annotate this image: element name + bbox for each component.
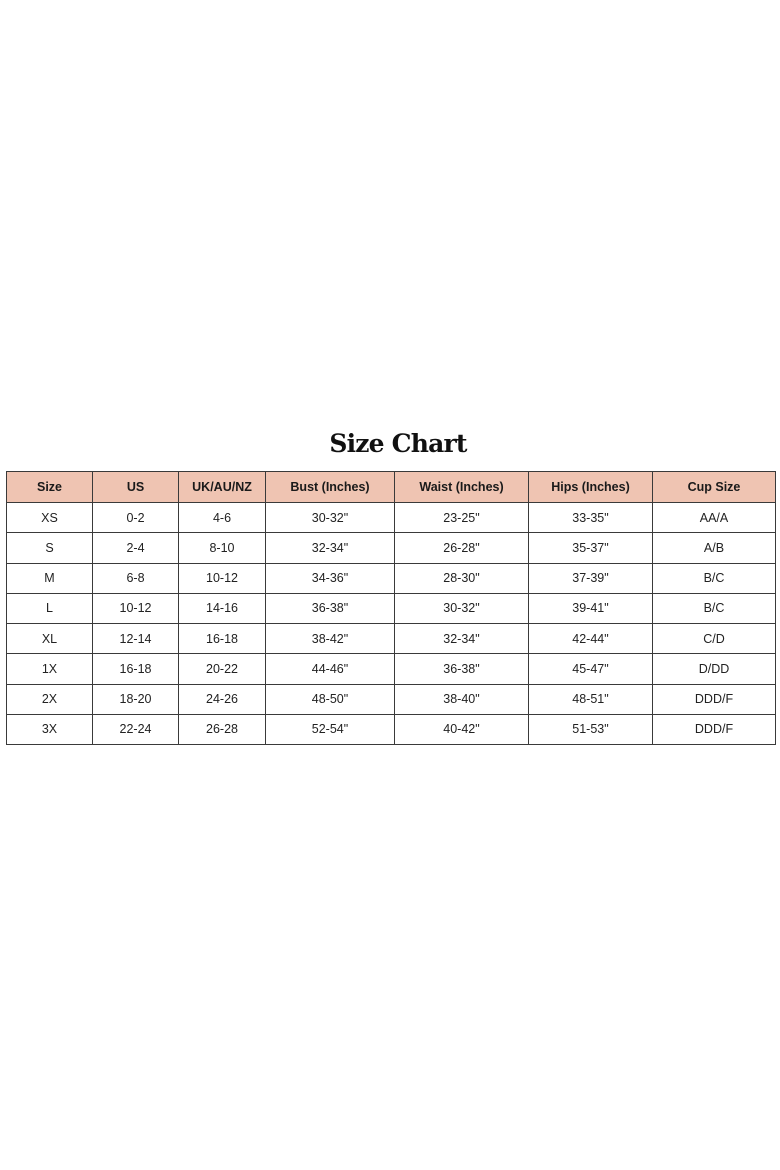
table-row <box>7 714 776 744</box>
cell-uk-au-nz: 4-6 <box>179 503 266 533</box>
cell-waist: 30-32" <box>395 593 529 623</box>
table-row <box>7 503 776 533</box>
cell-cup-size: B/C <box>653 563 776 593</box>
cell-hips: 37-39" <box>529 563 653 593</box>
cell-cup-size: DDD/F <box>653 684 776 714</box>
cell-uk-au-nz: 10-12 <box>179 563 266 593</box>
cell-bust: 32-34" <box>266 533 395 563</box>
table-row <box>7 533 776 563</box>
cell-hips: 33-35" <box>529 503 653 533</box>
cell-bust: 52-54" <box>266 714 395 744</box>
cell-waist: 28-30" <box>395 563 529 593</box>
header-us: US <box>93 472 179 503</box>
table-header <box>7 472 776 503</box>
header-row <box>7 472 776 503</box>
cell-bust: 44-46" <box>266 654 395 684</box>
cell-uk-au-nz: 16-18 <box>179 624 266 654</box>
cell-hips: 45-47" <box>529 654 653 684</box>
cell-us: 18-20 <box>93 684 179 714</box>
cell-size: L <box>7 593 93 623</box>
cell-us: 6-8 <box>93 563 179 593</box>
cell-hips: 39-41" <box>529 593 653 623</box>
header-bust: Bust (Inches) <box>266 472 395 503</box>
cell-uk-au-nz: 20-22 <box>179 654 266 684</box>
cell-waist: 32-34" <box>395 624 529 654</box>
cell-bust: 38-42" <box>266 624 395 654</box>
cell-size: XS <box>7 503 93 533</box>
cell-cup-size: B/C <box>653 593 776 623</box>
table-row <box>7 654 776 684</box>
cell-cup-size: DDD/F <box>653 714 776 744</box>
cell-us: 10-12 <box>93 593 179 623</box>
size-chart-table <box>6 471 776 745</box>
cell-uk-au-nz: 14-16 <box>179 593 266 623</box>
cell-us: 16-18 <box>93 654 179 684</box>
header-cup-size: Cup Size <box>653 472 776 503</box>
cell-uk-au-nz: 24-26 <box>179 684 266 714</box>
cell-hips: 51-53" <box>529 714 653 744</box>
header-waist: Waist (Inches) <box>395 472 529 503</box>
cell-hips: 48-51" <box>529 684 653 714</box>
cell-waist: 38-40" <box>395 684 529 714</box>
cell-bust: 36-38" <box>266 593 395 623</box>
cell-us: 2-4 <box>93 533 179 563</box>
cell-bust: 34-36" <box>266 563 395 593</box>
cell-size: M <box>7 563 93 593</box>
cell-size: 3X <box>7 714 93 744</box>
table-row <box>7 563 776 593</box>
table-row <box>7 593 776 623</box>
page-title: Size Chart <box>329 429 467 458</box>
header-size: Size <box>7 472 93 503</box>
cell-size: 2X <box>7 684 93 714</box>
cell-us: 22-24 <box>93 714 179 744</box>
cell-bust: 30-32" <box>266 503 395 533</box>
table-row <box>7 624 776 654</box>
cell-size: XL <box>7 624 93 654</box>
cell-us: 0-2 <box>93 503 179 533</box>
cell-bust: 48-50" <box>266 684 395 714</box>
cell-uk-au-nz: 26-28 <box>179 714 266 744</box>
cell-hips: 42-44" <box>529 624 653 654</box>
cell-hips: 35-37" <box>529 533 653 563</box>
cell-waist: 40-42" <box>395 714 529 744</box>
cell-size: S <box>7 533 93 563</box>
cell-cup-size: AA/A <box>653 503 776 533</box>
cell-waist: 23-25" <box>395 503 529 533</box>
cell-us: 12-14 <box>93 624 179 654</box>
table-body <box>7 503 776 745</box>
cell-cup-size: A/B <box>653 533 776 563</box>
header-uk-au-nz: UK/AU/NZ <box>179 472 266 503</box>
cell-uk-au-nz: 8-10 <box>179 533 266 563</box>
cell-waist: 26-28" <box>395 533 529 563</box>
table-row <box>7 684 776 714</box>
header-hips: Hips (Inches) <box>529 472 653 503</box>
cell-cup-size: D/DD <box>653 654 776 684</box>
cell-size: 1X <box>7 654 93 684</box>
cell-waist: 36-38" <box>395 654 529 684</box>
cell-cup-size: C/D <box>653 624 776 654</box>
